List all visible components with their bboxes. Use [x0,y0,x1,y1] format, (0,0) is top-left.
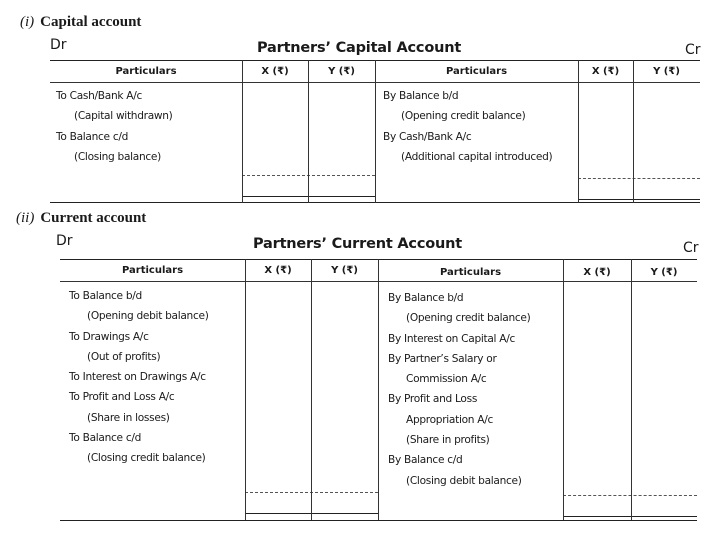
current-credit-entries [388,288,530,491]
ledger-entry: To Balance c/d [56,130,129,143]
ledger-entry: To Balance b/d [69,290,142,302]
ledger-entry-note: (Closing debit balance) [406,474,522,487]
capital-section-title: Capital account [40,14,142,30]
capital-cr-subtotal-rule [578,178,700,179]
ledger-entry: By Balance c/d [388,454,463,467]
ledger-entry: By Profit and Loss [388,393,478,406]
ledger-entry-note: (Out of profits) [87,350,161,363]
ledger-entry-note: (Opening credit balance) [401,110,526,123]
ledger-entry-note: (Share in losses) [87,411,170,424]
current-dr-particulars-header: Particulars [121,265,184,276]
ledger-entry: To Profit and Loss A/c [69,391,175,404]
capital-dr-y-header: Y (₹) [328,66,355,77]
current-center-divider [378,259,379,520]
capital-debit-entries [56,86,173,167]
capital-cr-y-left-rule [633,60,634,203]
capital-y-left-rule [308,60,309,203]
capital-cr-particulars-header: Particulars [445,66,508,77]
capital-center-divider [375,60,376,203]
current-dr-y-header: Y (₹) [331,265,358,276]
current-y-left-rule [311,259,312,520]
current-cr-x-left-rule [563,259,564,520]
current-cr-total-rule [563,516,697,517]
current-cr-x-header: X (₹) [583,267,611,278]
ledger-entry-note: (Capital withdrawn) [74,110,173,123]
ledger-entry: To Cash/Bank A/c [56,90,143,102]
ledger-entry-note: (Closing credit balance) [87,452,206,465]
capital-cr-label: Cr [685,42,701,58]
capital-credit-entries [383,86,552,167]
capital-dr-x-header: X (₹) [261,66,289,77]
capital-dr-label: Dr [50,37,67,53]
ledger-entry: To Balance c/d [69,432,142,445]
ledger-entry: To Interest on Drawings A/c [69,371,206,384]
current-section-heading [16,210,146,227]
current-cr-particulars-header: Particulars [439,267,502,278]
ledger-entry: To Drawings A/c [69,330,149,343]
ledger-entry: By Cash/Bank A/c [383,130,472,143]
ledger-entry-note: Appropriation A/c [406,413,494,426]
capital-cr-x-header: X (₹) [591,66,620,77]
current-debit-entries [69,286,209,469]
ledger-entry-note: (Opening debit balance) [87,310,209,323]
capital-section-number: (i) [20,14,35,30]
ledger-entry-note: (Closing balance) [74,150,161,163]
capital-cr-x-left-rule [578,60,579,203]
ledger-entry: By Interest on Capital A/c [388,332,516,345]
ledger-entry: By Balance b/d [383,90,459,102]
current-bottom-rule [60,520,697,521]
ledger-entry-note: (Additional capital introduced) [401,150,553,163]
ledger-entry: By Balance b/d [388,292,464,304]
current-section-number: (ii) [16,210,35,226]
capital-cr-y-header: Y (₹) [653,66,680,77]
ledger-entry-note: (Share in profits) [406,434,490,447]
capital-section-heading [20,14,141,31]
current-cr-y-left-rule [631,259,632,520]
capital-dr-particulars-header: Particulars [115,66,177,77]
current-account-title: Partners’ Current Account [253,236,462,252]
current-section-title: Current account [40,210,147,226]
ledger-entry-note: Commission A/c [406,373,487,386]
current-x-left-rule [245,259,246,520]
ledger-entry: By Partner’s Salary or [388,352,497,365]
ledger-entry-note: (Opening credit balance) [406,312,531,325]
capital-x-left-rule [242,60,243,203]
capital-cr-total-rule [578,199,700,200]
capital-account-title: Partners’ Capital Account [257,40,462,56]
current-cr-y-header: Y (₹) [650,267,678,278]
current-dr-x-header: X (₹) [264,265,292,276]
current-cr-subtotal-rule [563,495,697,496]
current-cr-label: Cr [683,240,699,256]
current-dr-label: Dr [56,233,73,249]
